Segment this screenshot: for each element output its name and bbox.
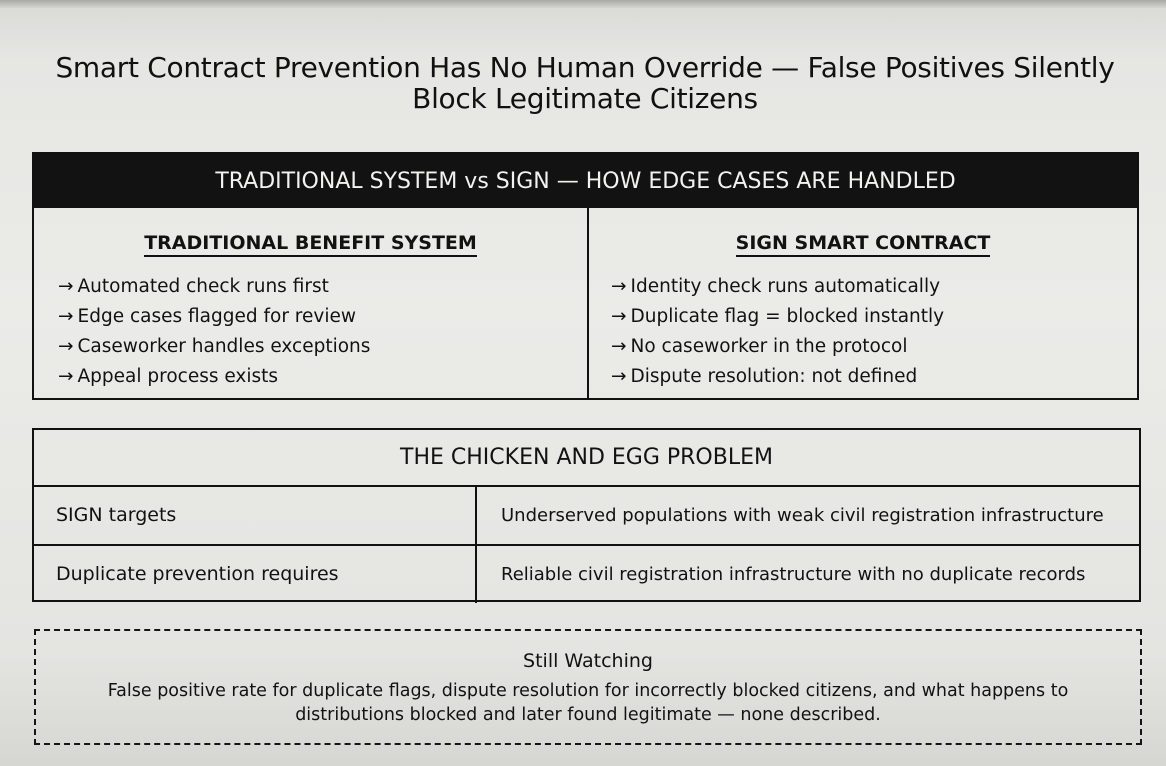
- traditional-heading: [34, 232, 587, 254]
- list-item: [611, 332, 1127, 362]
- still-watching-box: [34, 629, 1142, 745]
- sign-list: [611, 272, 1127, 392]
- table-row: [34, 487, 1139, 546]
- list-item-text: Dispute resolution: not defined: [630, 366, 918, 387]
- page-title: Smart Contract Prevention Has No Human Override — False Positives Silently Block Legitimate Citizens: [55, 51, 1115, 115]
- list-item: [58, 302, 577, 332]
- arrow-icon: →: [58, 306, 74, 327]
- traditional-heading-text: TRADITIONAL BENEFIT SYSTEM: [144, 232, 477, 257]
- list-item-text: Appeal process exists: [77, 366, 279, 387]
- arrow-icon: →: [58, 366, 74, 387]
- chicken-egg-header: THE CHICKEN AND EGG PROBLEM: [34, 430, 1139, 487]
- still-watching-title: Still Watching: [523, 650, 653, 672]
- traditional-list: [58, 272, 577, 392]
- sign-heading: [589, 232, 1137, 254]
- arrow-icon: →: [611, 276, 627, 297]
- still-watching-body: False positive rate for duplicate flags, dispute resolution for incorrectly blocked citizens, and what happens to distributions blocked and later found legitimate — none described.: [107, 681, 1069, 725]
- table-row: [34, 546, 1139, 603]
- list-item: [611, 302, 1127, 332]
- list-item: [58, 272, 577, 302]
- arrow-icon: →: [611, 366, 627, 387]
- arrow-icon: →: [58, 336, 74, 357]
- list-item: [58, 362, 577, 392]
- row-value: Reliable civil registration infrastructure with no duplicate records: [501, 564, 1086, 585]
- list-item-text: Identity check runs automatically: [630, 276, 941, 297]
- list-item-text: Edge cases flagged for review: [77, 306, 356, 327]
- arrow-icon: →: [58, 276, 74, 297]
- row-value: Underserved populations with weak civil registration infrastructure: [501, 505, 1104, 526]
- list-item: [611, 362, 1127, 392]
- list-item-text: No caseworker in the protocol: [630, 336, 908, 357]
- sign-column: [589, 208, 1137, 398]
- arrow-icon: →: [611, 306, 627, 327]
- board-frame-top: [0, 0, 1166, 8]
- traditional-column: [34, 208, 589, 398]
- list-item: [58, 332, 577, 362]
- sign-heading-text: SIGN SMART CONTRACT: [736, 232, 991, 257]
- list-item: [611, 272, 1127, 302]
- list-item-text: Duplicate flag = blocked instantly: [630, 306, 945, 327]
- chicken-egg-table: [32, 428, 1141, 602]
- list-item-text: Automated check runs first: [77, 276, 329, 297]
- list-item-text: Caseworker handles exceptions: [77, 336, 371, 357]
- arrow-icon: →: [611, 336, 627, 357]
- row-label: SIGN targets: [34, 487, 477, 544]
- comparison-header: TRADITIONAL SYSTEM vs SIGN — HOW EDGE CASES ARE HANDLED: [34, 154, 1137, 208]
- row-label: Duplicate prevention requires: [34, 546, 477, 603]
- comparison-box: [32, 152, 1139, 400]
